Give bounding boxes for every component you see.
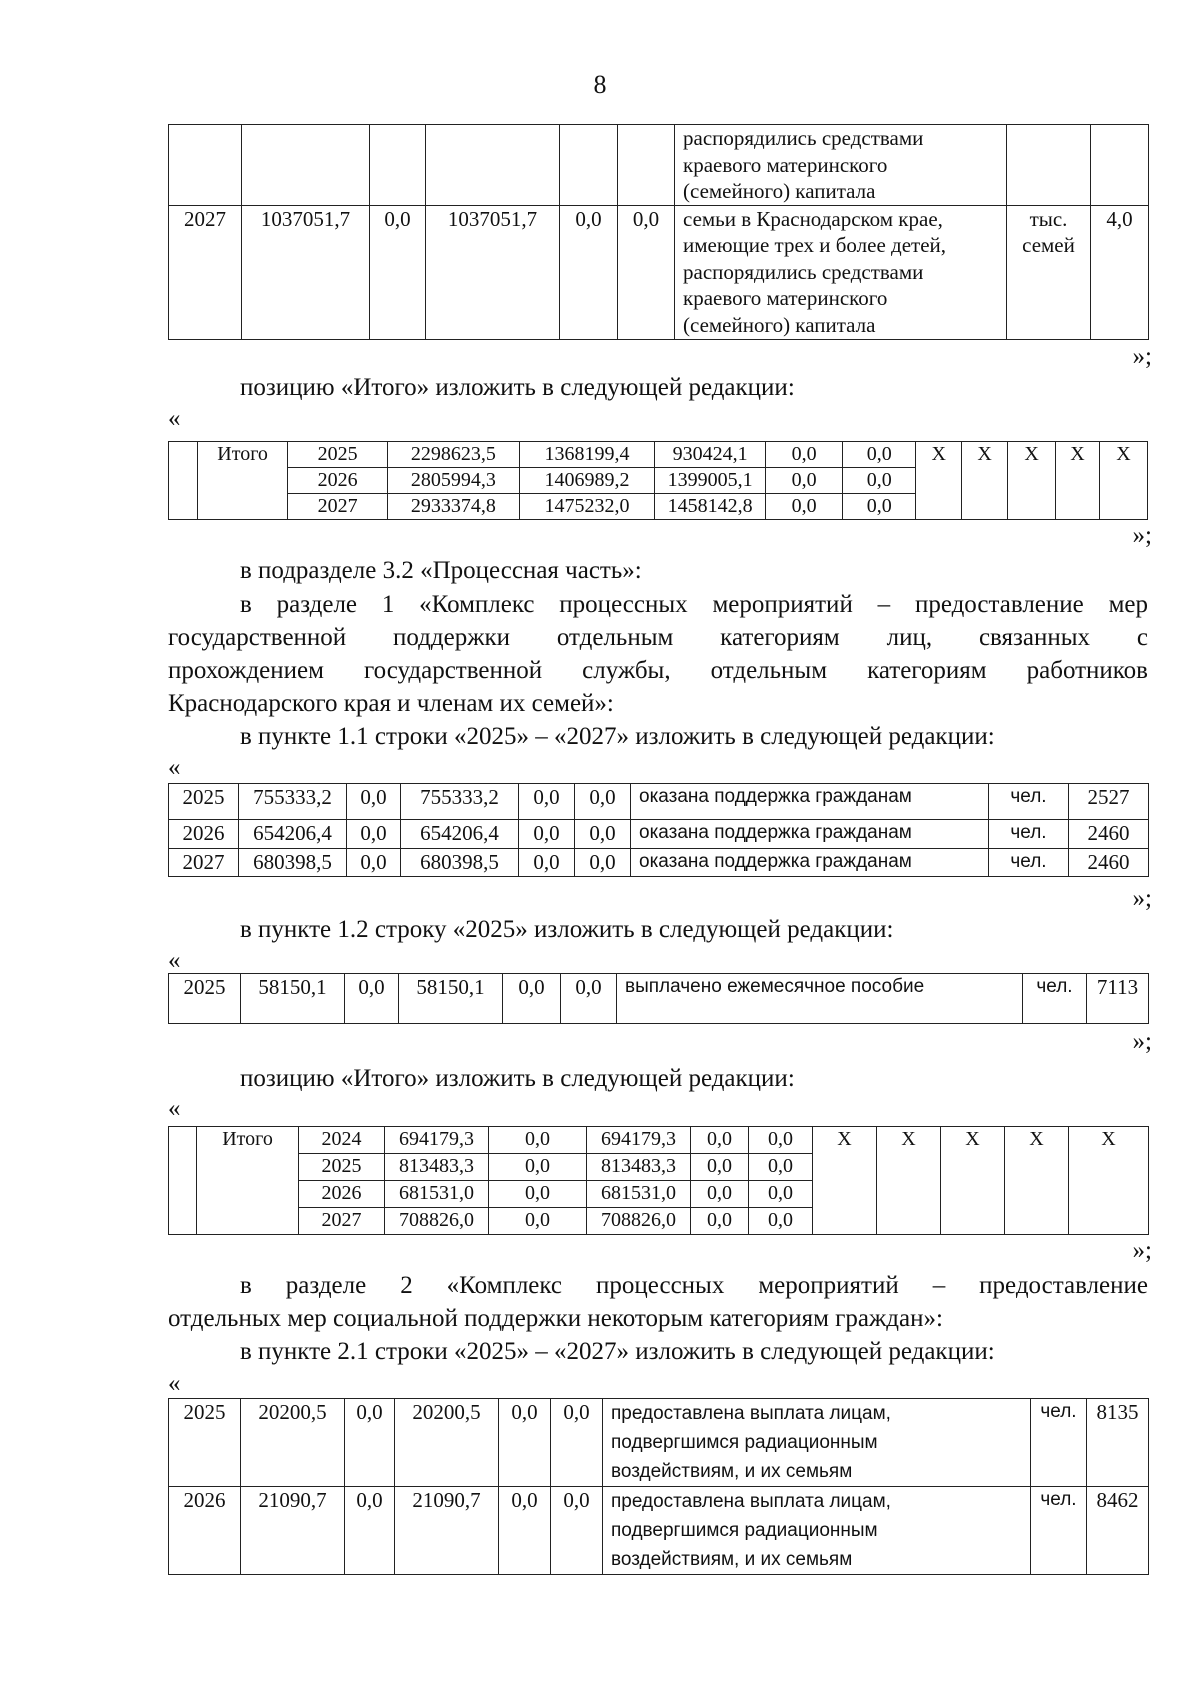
result-description: распорядились средствами краевого материнского (семейного) капитала	[675, 125, 1007, 206]
itogo-table	[168, 441, 1148, 520]
instruction-text: позицию «Итого» изложить в следующей редакции:	[240, 374, 795, 401]
itogo-table	[168, 1126, 1149, 1235]
table-row: 2026 21090,7 0,0 21090,7 0,0 0,0 предоставлена выплата лицам, подвергшимся радиационным воздействиям, и их семьям чел. 8462	[169, 1487, 1149, 1575]
table-row: 2026 681531,0 0,0 681531,0 0,0 0,0	[169, 1181, 1149, 1208]
instruction-text: прохождением государственной службы, отдельным категориям работников	[168, 657, 1148, 684]
table-row: 2025 813483,3 0,0 813483,3 0,0 0,0	[169, 1154, 1149, 1181]
open-quote: «	[168, 754, 181, 781]
open-quote: «	[168, 1095, 181, 1122]
table-section-2-1	[168, 1398, 1149, 1575]
table-row: 2025 58150,1 0,0 58150,1 0,0 0,0 выплачено ежемесячное пособие чел. 7113	[169, 974, 1149, 1024]
close-quote: »;	[1132, 1028, 1152, 1055]
table-row: 2025 20200,5 0,0 20200,5 0,0 0,0 предоставлена выплата лицам, подвергшимся радиационным воздействиям, и их семьям чел. 8135	[169, 1399, 1149, 1487]
page-number: 8	[593, 70, 607, 99]
unit-cell: тыс. семей	[1007, 205, 1091, 339]
table-row: 2027 1037051,7 0,0 1037051,7 0,0 0,0 семьи в Краснодарском крае, имеющие трех и более детей, распорядились средствами краевого материнского (семейного) капитала тыс. семей 4,0	[169, 205, 1149, 339]
open-quote: «	[168, 1370, 181, 1397]
close-quote: »;	[1132, 885, 1152, 912]
open-quote: «	[168, 947, 181, 974]
instruction-text: Краснодарского края и членам их семей»:	[168, 690, 614, 717]
open-quote: «	[168, 405, 181, 432]
result-description: семьи в Краснодарском крае, имеющие трех и более детей, распорядились средствами краевого материнского (семейного) капитала	[675, 205, 1007, 339]
table-row: 2026 2805994,3 1406989,2 1399005,1 0,0 0,0	[169, 468, 1148, 494]
table-row: 2026 654206,4 0,0 654206,4 0,0 0,0 оказана поддержка гражданам чел. 2460	[169, 820, 1149, 849]
table-continuation	[168, 124, 1149, 340]
instruction-text: в пункте 2.1 строки «2025» – «2027» изложить в следующей редакции:	[240, 1338, 995, 1365]
instruction-text: позицию «Итого» изложить в следующей редакции:	[240, 1065, 795, 1092]
table-row: Итого 2024 694179,3 0,0 694179,3 0,0 0,0 Х Х Х Х Х	[169, 1127, 1149, 1154]
table-section-1-1	[168, 783, 1149, 877]
close-quote: »;	[1132, 343, 1152, 370]
table-row: 2027 708826,0 0,0 708826,0 0,0 0,0	[169, 1208, 1149, 1235]
table-row: 2027 680398,5 0,0 680398,5 0,0 0,0 оказана поддержка гражданам чел. 2460	[169, 849, 1149, 877]
table-row: 2027 2933374,8 1475232,0 1458142,8 0,0 0,0	[169, 494, 1148, 520]
close-quote: »;	[1132, 1237, 1152, 1264]
table-row: Итого 2025 2298623,5 1368199,4 930424,1 0,0 0,0 Х Х Х Х Х	[169, 442, 1148, 468]
close-quote: »;	[1132, 522, 1152, 549]
table-row	[169, 125, 1149, 206]
instruction-text: отдельных мер социальной поддержки некоторым категориям граждан»:	[168, 1305, 943, 1332]
table-section-1-2	[168, 973, 1149, 1024]
table-row: 2025 755333,2 0,0 755333,2 0,0 0,0 оказана поддержка гражданам чел. 2527	[169, 784, 1149, 820]
instruction-text: в разделе 1 «Комплекс процессных мероприятий – предоставление мер	[240, 591, 1148, 618]
instruction-text: в подразделе 3.2 «Процессная часть»:	[240, 557, 642, 584]
result-description: предоставлена выплата лицам, подвергшимся радиационным воздействиям, и их семьям	[603, 1487, 1031, 1575]
instruction-text: в разделе 2 «Комплекс процессных мероприятий – предоставление	[240, 1272, 1148, 1299]
instruction-text: государственной поддержки отдельным категориям лиц, связанных с	[168, 624, 1148, 651]
result-description: предоставлена выплата лицам, подвергшимся радиационным воздействиям, и их семьям	[603, 1399, 1031, 1487]
instruction-text: в пункте 1.1 строки «2025» – «2027» изложить в следующей редакции:	[240, 723, 995, 750]
instruction-text: в пункте 1.2 строку «2025» изложить в следующей редакции:	[240, 916, 894, 943]
